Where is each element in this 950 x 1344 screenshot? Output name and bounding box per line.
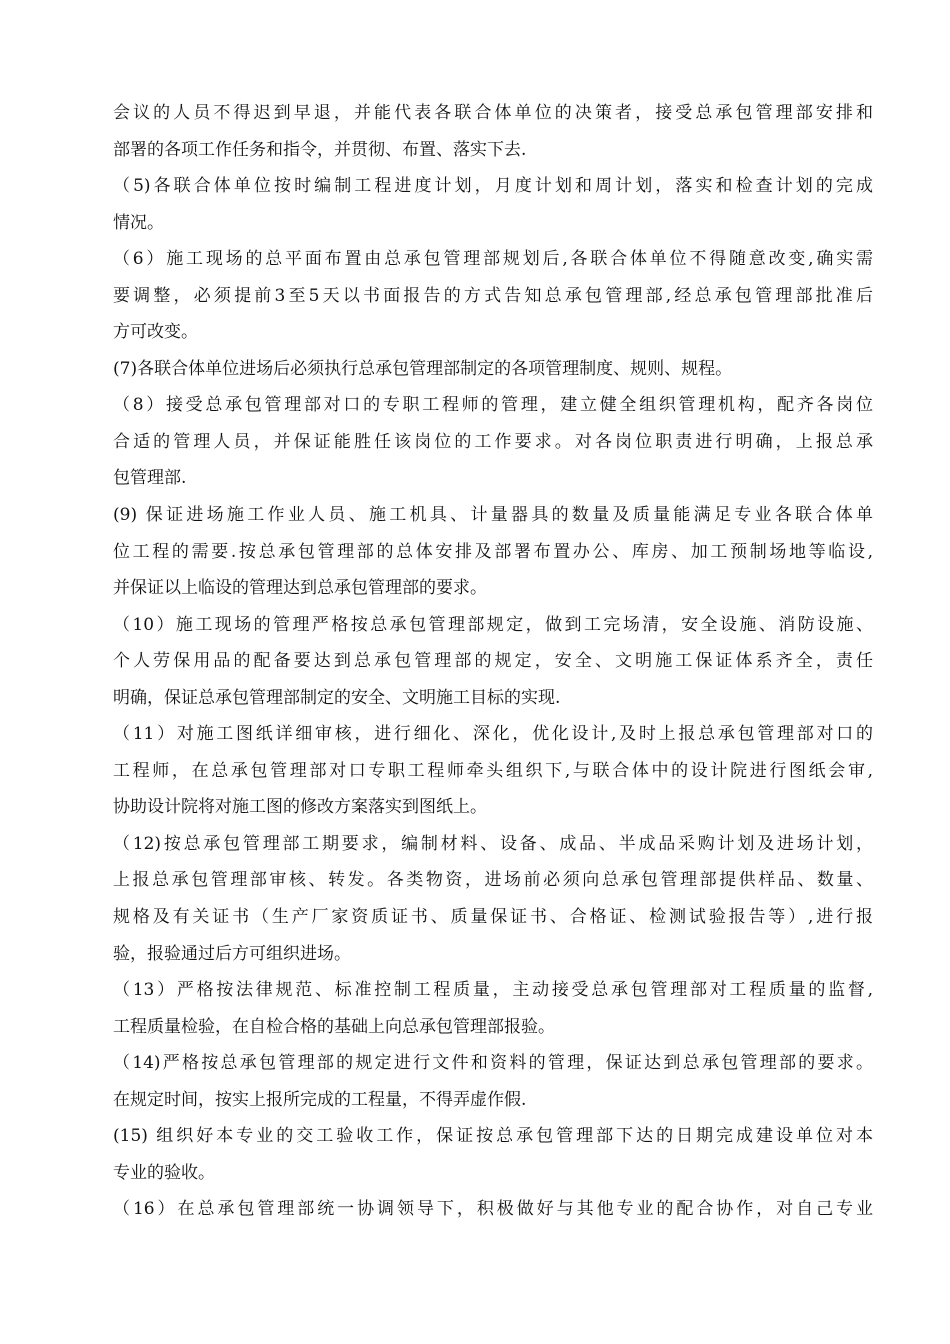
document-body <box>113 95 873 1228</box>
paragraph-line: 会议的人员不得迟到早退，并能代表各联合体单位的决策者，接受总承包管理部安排和 <box>113 103 873 123</box>
paragraph-line: (7)各联合体单位进场后必须执行总承包管理部制定的各项管理制度、规则、规程。 <box>113 358 733 379</box>
paragraph-line: （16）在总承包管理部统一协调领导下，积极做好与其他专业的配合协作，对自己专业 <box>113 1199 873 1220</box>
paragraph-line: 验，报验通过后方可组织进场。 <box>113 943 351 964</box>
paragraph-line: 位工程的需要.按总承包管理部的总体安排及部署布置办公、库房、加工预制场地等临设, <box>113 541 873 562</box>
paragraph-line: 包管理部. <box>113 468 187 489</box>
paragraph-line: （12)按总承包管理部工期要求，编制材料、设备、成品、半成品采购计划及进场计划， <box>113 833 873 854</box>
paragraph-line: (9) 保证进场施工作业人员、施工机具、计量器具的数量及质量能满足专业各联合体单 <box>113 505 873 526</box>
paragraph-line: 部署的各项工作任务和指令，并贯彻、布置、落实下去. <box>113 139 527 160</box>
paragraph-line: 个人劳保用品的配备要达到总承包管理部的规定，安全、文明施工保证体系齐全，责任 <box>113 651 873 672</box>
paragraph-line: 上报总承包管理部审核、转发。各类物资，进场前必须向总承包管理部提供样品、数量、 <box>113 870 873 891</box>
paragraph-line: 合适的管理人员，并保证能胜任该岗位的工作要求。对各岗位职责进行明确，上报总承 <box>113 431 873 452</box>
paragraph-line: 专业的验收。 <box>113 1162 215 1183</box>
paragraph-line: （11）对施工图纸详细审核，进行细化、深化，优化设计,及时上报总承包管理部对口的 <box>113 724 873 745</box>
paragraph-line: 要调整，必须提前3至5天以书面报告的方式告知总承包管理部,经总承包管理部批准后 <box>113 285 873 306</box>
paragraph-line: 工程质量检验，在自检合格的基础上向总承包管理部报验。 <box>113 1016 555 1037</box>
paragraph-line: （6）施工现场的总平面布置由总承包管理部规划后,各联合体单位不得随意改变,确实需 <box>113 249 873 270</box>
paragraph-line: 协助设计院将对施工图的修改方案落实到图纸上。 <box>113 797 487 818</box>
paragraph-line: （10）施工现场的管理严格按总承包管理部规定，做到工完场清，安全设施、消防设施、 <box>113 614 873 635</box>
paragraph-line: (15) 组织好本专业的交工验收工作，保证按总承包管理部下达的日期完成建设单位对本 <box>113 1126 873 1147</box>
paragraph-line: 工程师，在总承包管理部对口专职工程师牵头组织下,与联合体中的设计院进行图纸会审, <box>113 760 873 781</box>
paragraph-line: （8）接受总承包管理部对口的专职工程师的管理，建立健全组织管理机构，配齐各岗位 <box>113 395 873 416</box>
paragraph-line: （5)各联合体单位按时编制工程进度计划，月度计划和周计划，落实和检查计划的完成 <box>113 176 873 197</box>
paragraph-line: 明确，保证总承包管理部制定的安全、文明施工目标的实现. <box>113 687 561 708</box>
paragraph-line: （13）严格按法律规范、标准控制工程质量，主动接受总承包管理部对工程质量的监督, <box>113 980 873 1001</box>
paragraph-line: 情况。 <box>113 212 164 233</box>
paragraph-line: 在规定时间，按实上报所完成的工程量，不得弄虚作假. <box>113 1089 527 1110</box>
paragraph-line: 规格及有关证书（生产厂家资质证书、质量保证书、合格证、检测试验报告等）,进行报 <box>113 907 873 928</box>
paragraph-line: 并保证以上临设的管理达到总承包管理部的要求。 <box>113 578 487 599</box>
paragraph-line: （14)严格按总承包管理部的规定进行文件和资料的管理，保证达到总承包管理部的要求。 <box>113 1053 873 1074</box>
paragraph-line: 方可改变。 <box>113 322 198 343</box>
